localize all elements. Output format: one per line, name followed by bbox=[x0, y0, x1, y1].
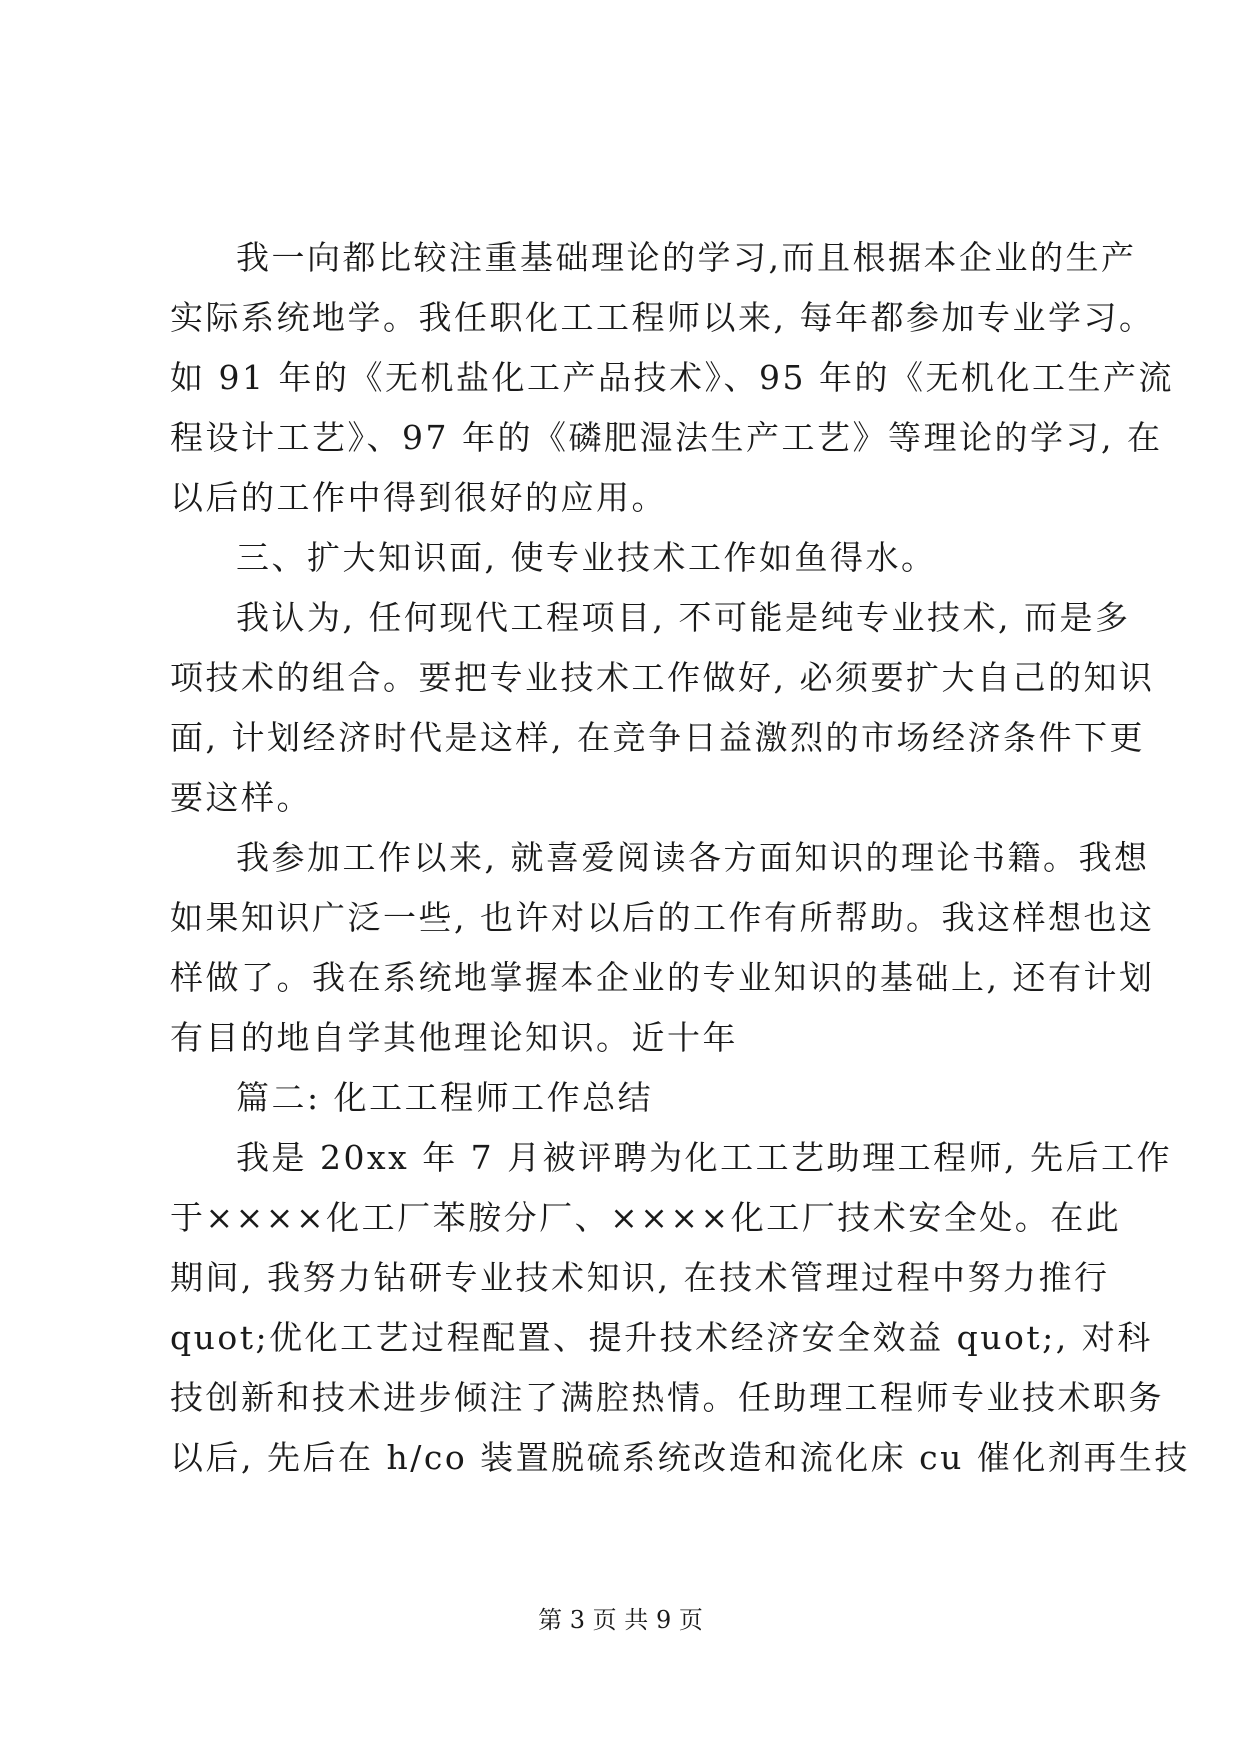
text-line: 项技术的组合。要把专业技术工作做好, 必须要扩大自己的知识 bbox=[170, 658, 1155, 697]
body-text bbox=[170, 228, 1190, 1488]
text-line: 程设计工艺》、97 年的《磷肥湿法生产工艺》等理论的学习, 在 bbox=[170, 418, 1163, 457]
text-line: 样做了。我在系统地掌握本企业的专业知识的基础上, 还有计划 bbox=[170, 958, 1155, 997]
text-line: 如果知识广泛一些, 也许对以后的工作有所帮助。我这样想也这 bbox=[170, 898, 1155, 937]
text-line: 我参加工作以来, 就喜爱阅读各方面知识的理论书籍。我想 bbox=[236, 838, 1150, 877]
text-line: 三、扩大知识面, 使专业技术工作如鱼得水。 bbox=[236, 538, 937, 577]
text-line: 有目的地自学其他理论知识。近十年 bbox=[170, 1018, 738, 1057]
text-line: 以后的工作中得到很好的应用。 bbox=[170, 478, 667, 517]
text-line: 以后, 先后在 h/co 装置脱硫系统改造和流化床 cu 催化剂再生技 bbox=[170, 1438, 1190, 1477]
text-line: 期间, 我努力钻研专业技术知识, 在技术管理过程中努力推行 bbox=[170, 1258, 1110, 1297]
text-line: 要这样。 bbox=[170, 778, 312, 817]
text-line: 于××××化工厂苯胺分厂、××××化工厂技术安全处。在此 bbox=[170, 1198, 1122, 1237]
text-line: 我认为, 任何现代工程项目, 不可能是纯专业技术, 而是多 bbox=[236, 598, 1131, 637]
text-line: 技创新和技术进步倾注了满腔热情。任助理工程师专业技术职务 bbox=[170, 1378, 1164, 1417]
text-line: 我是 20xx 年 7 月被评聘为化工工艺助理工程师, 先后工作 bbox=[236, 1138, 1173, 1177]
page-footer: 第 3 页 共 9 页 bbox=[538, 1606, 703, 1634]
text-line: 我一向都比较注重基础理论的学习,而且根据本企业的生产 bbox=[236, 238, 1137, 277]
text-line: 篇二: 化工工程师工作总结 bbox=[236, 1078, 654, 1117]
text-line: 面, 计划经济时代是这样, 在竞争日益激烈的市场经济条件下更 bbox=[170, 718, 1145, 757]
text-line: quot;优化工艺过程配置、提升技术经济安全效益 quot;, 对科 bbox=[170, 1318, 1153, 1357]
text-line: 实际系统地学。我任职化工工程师以来, 每年都参加专业学习。 bbox=[170, 298, 1155, 337]
text-line: 如 91 年的《无机盐化工产品技术》、95 年的《无机化工生产流 bbox=[170, 358, 1174, 397]
